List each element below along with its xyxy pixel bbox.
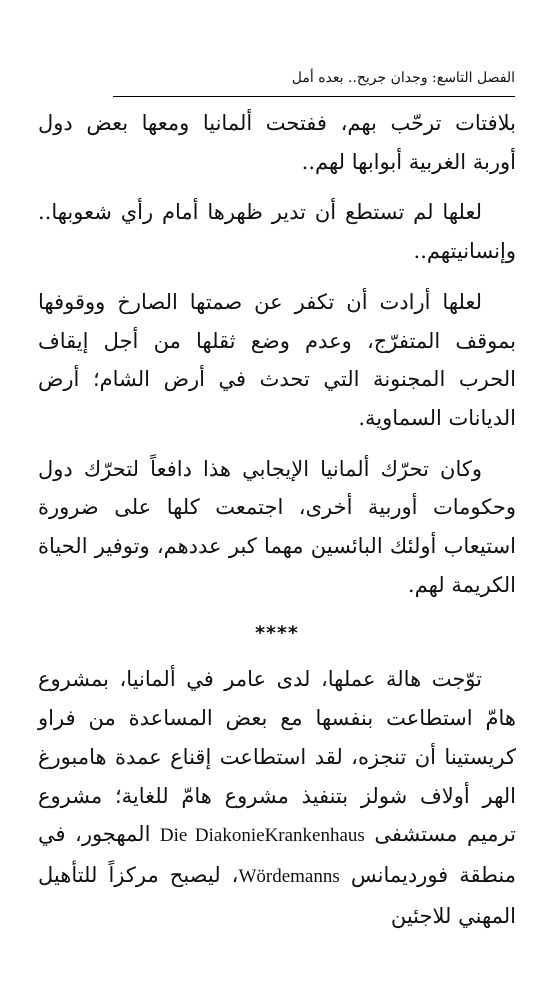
paragraph-text: توّجت هالة عملها، لدى عامر في ألمانيا، بمشروع هامّ استطاعت بنفسها مع بعض المساعدة من فراو كريستينا أن تنجزه، لقد استطاعت إقناع عمدة هامبورغ الهر أولاف شولز بتنفيذ مشروع هامّ للغاية؛ مشروع ترميم مستشفى: [38, 667, 516, 847]
paragraph: لعلها أرادت أن تكفر عن صمتها الصارخ ووقوفها بموقف المتفرّج، وعدم وضع ثقلها من أجل إيقاف الحرب المجنونة التي تحدث في أرض الشام؛ أرض الديانات السماوية.: [38, 289, 516, 430]
paragraph: [38, 660, 516, 935]
paragraph: لعلها لم تستطع أن تدير ظهرها أمام رأي شعوبها.. وإنسانيتهم..: [38, 200, 516, 264]
running-header: [113, 66, 515, 97]
paragraph-continuation: بلافتات ترحّب بهم، ففتحت ألمانيا ومعها بعض دول أوربة الغربية أبوابها لهم..: [38, 111, 516, 174]
body-text: [38, 104, 516, 935]
paragraph: وكان تحرّك ألمانيا الإيجابي هذا دافعاً لتحرّك دول وحكومات أوربية أخرى، اجتمعت كلها على ضرورة استيعاب أولئك البائسين مهما كبر عددهم، وتوفير الحياة الكريمة لهم.: [38, 456, 516, 597]
latin-district-name: Wördemanns: [238, 865, 340, 887]
paragraph-text: ، ليصبح مركزاً للتأهيل المهني للاجئين: [38, 862, 516, 928]
section-separator: ****: [255, 622, 299, 645]
running-header-title: الفصل التاسع: وجدان جريح.. بعده أمل: [291, 70, 515, 86]
paragraph-text: المهجور، في منطقة فورديمانس: [38, 822, 516, 887]
latin-hospital-name: Die DiakonieKrankenhaus: [159, 825, 365, 847]
